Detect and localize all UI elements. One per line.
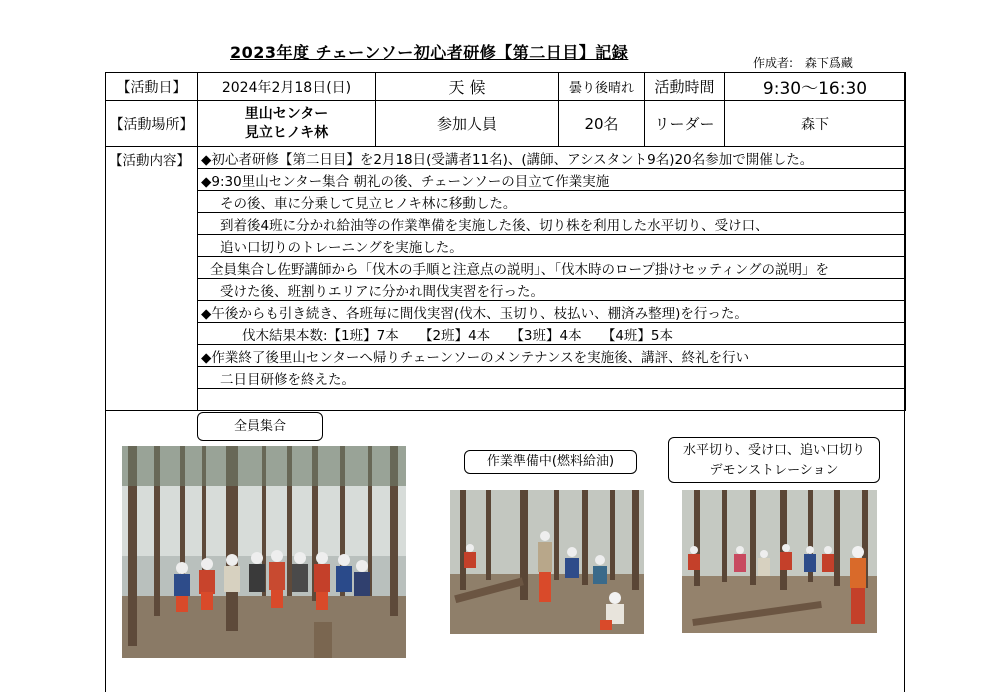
fuel-prep-photo (450, 490, 644, 634)
author-label: 作成者: (753, 56, 794, 70)
content-line: 到着後4班に分かれ給油等の作業準備を実施した後、切り株を利用した水平切り、受け口、 (198, 213, 906, 235)
photo-caption-all-members: 全員集合 (197, 412, 323, 441)
content-line: 二日目研修を終えた。 (198, 367, 906, 389)
photo-caption-demonstration-line-2: デモンストレーション (709, 463, 839, 478)
weather-value: 曇り後晴れ (559, 73, 645, 101)
content-line: ◆作業終了後里山センターへ帰りチェーンソーのメンテナンスを実施後、講評、終礼を行い (198, 345, 906, 367)
photo-caption-fuel-prep: 作業準備中(燃料給油) (464, 450, 637, 474)
document-title: 2023年度 チェーンソー初心者研修【第二日目】記録 (230, 43, 629, 62)
place-value-line-2: 見立ヒノキ林 (244, 124, 329, 141)
place-value (198, 101, 376, 147)
participants-label: 参加人員 (376, 101, 559, 147)
group-photo (122, 446, 406, 658)
content-line: ◆午後からも引き続き、各班毎に間伐実習(伐木、玉切り、枝払い、棚済み整理)を行った。 (198, 301, 906, 323)
participants-value: 20名 (559, 101, 645, 147)
author (753, 54, 853, 71)
author-name: 森下爲藏 (804, 56, 853, 70)
content-line: 全員集合し佐野講師から「伐木の手順と注意点の説明」、「伐木時のロープ掛けセッティングの説明」を (198, 257, 906, 279)
time-value: 9:30〜16:30 (725, 73, 906, 101)
time-label: 活動時間 (645, 73, 725, 101)
photo-caption-demonstration-line-1: 水平切り、受け口、追い口切り (682, 443, 865, 458)
place-label: 【活動場所】 (106, 101, 198, 147)
content-line: その後、車に分乗して見立ヒノキ林に移動した。 (198, 191, 906, 213)
leader-value: 森下 (725, 101, 906, 147)
date-label: 【活動日】 (106, 73, 198, 101)
content-line: ◆9:30里山センター集合 朝礼の後、チェーンソーの目立て作業実施 (198, 169, 906, 191)
place-value-line-1: 里山センター (244, 105, 329, 122)
content-line: 受けた後、班割りエリアに分かれ間伐実習を行った。 (198, 279, 906, 301)
date-value: 2024年2月18日(日) (198, 73, 376, 101)
demonstration-photo (682, 490, 877, 633)
content-table (105, 146, 906, 411)
leader-label: リーダー (645, 101, 725, 147)
weather-label: 天 候 (376, 73, 559, 101)
content-line (198, 389, 906, 411)
content-line: ◆初心者研修【第二日目】を2月18日(受講者11名)、(講師、アシスタント9名)20名参加で開催した。 (198, 147, 906, 169)
content-label: 【活動内容】 (106, 147, 198, 411)
content-line: 伐木結果本数:【1班】7本 【2班】4本 【3班】4本 【4班】5本 (198, 323, 906, 345)
info-table (105, 72, 906, 147)
photo-caption-demonstration (668, 437, 880, 483)
content-line: 追い口切りのトレーニングを実施した。 (198, 235, 906, 257)
